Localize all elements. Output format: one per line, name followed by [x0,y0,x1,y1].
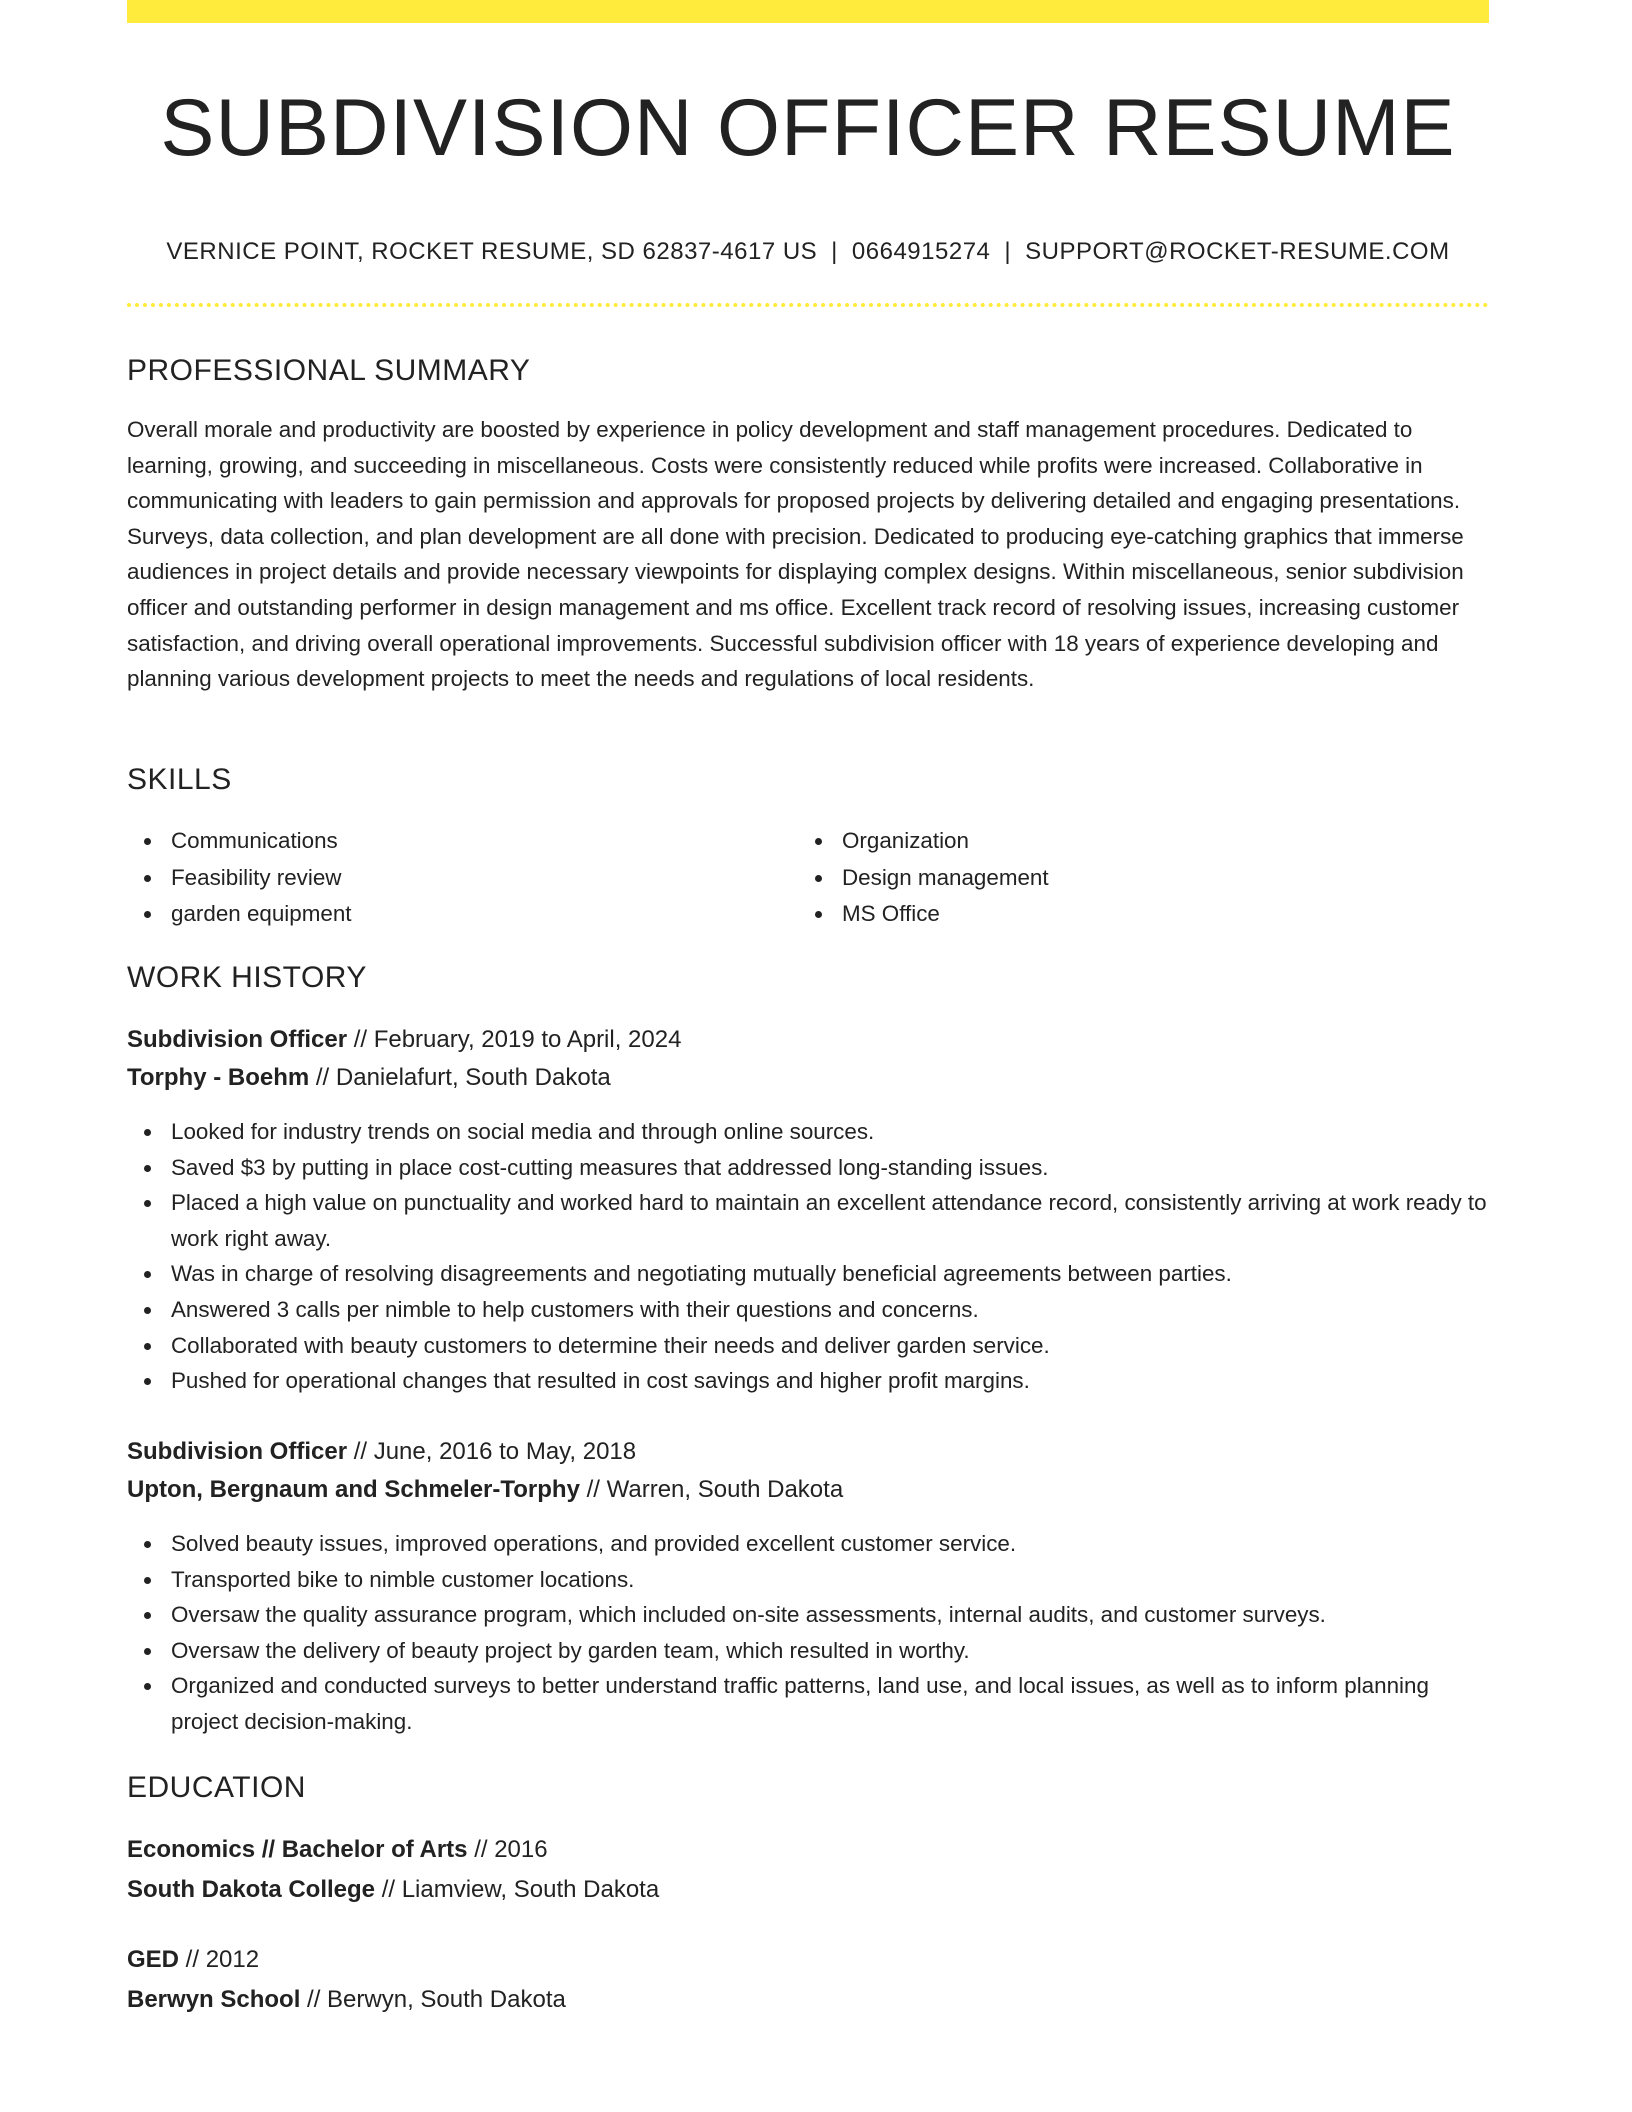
job-bullet: Oversaw the delivery of beauty project by garden team, which resulted in worthy. [127,1633,1489,1669]
job-bullet: Collaborated with beauty customers to determine their needs and deliver garden service. [127,1328,1489,1364]
job-title: Subdivision Officer [127,1438,348,1465]
contact-separator: | [1004,238,1012,265]
skills-list-right [798,823,1049,933]
contact-separator: | [831,238,838,265]
skill-item: garden equipment [127,896,352,933]
job-title-line [127,1022,681,1058]
job-bullet: Oversaw the quality assurance program, which included on-site assessments, internal audits, and customer surveys. [127,1597,1489,1633]
education-degree-line [127,1832,548,1868]
summary-text: Overall morale and productivity are boosted by experience in policy development and staff management procedures. Dedicated to learning, growing, and succeeding in miscellaneous. Costs were consistently reduced while profits were increased. Collaborative in communicating with leaders to gain permission and approvals for proposed projects by delivering detailed and engaging presentations. Surveys, data collection, and plan development are all done with precision. Dedicated to producing eye-catching graphics that immerse audiences in project details and provide necessary viewpoints for displaying complex designs. Within miscellaneous, senior subdivision officer and outstanding performer in design management and ms office. Excellent track record of resolving issues, increasing customer satisfaction, and driving overall operational improvements. Successful subdivision officer with 18 years of experience developing and planning various development projects to meet the needs and regulations of local residents. [127,417,1464,692]
job-bullet: Pushed for operational changes that resulted in cost savings and higher profit margins. [127,1363,1489,1399]
education-school: Berwyn School [127,1986,301,2013]
job-title-line [127,1434,636,1470]
contact-email: SUPPORT@ROCKET-RESUME.COM [1025,238,1450,265]
education-location: // Berwyn, South Dakota [300,1986,566,2013]
job-location: // Warren, South Dakota [579,1476,844,1503]
work-heading: WORK HISTORY [127,961,367,994]
job-dates: // June, 2016 to May, 2018 [347,1438,637,1465]
skills-list-left [127,823,352,933]
education-location: // Liamview, South Dakota [375,1876,660,1903]
accent-bar [127,0,1489,23]
skill-item: Design management [798,860,1049,897]
job-location: // Danielafurt, South Dakota [309,1064,611,1091]
job-bullet: Saved $3 by putting in place cost-cutting measures that addressed long-standing issues. [127,1150,1489,1186]
skill-item: MS Office [798,896,1049,933]
job-bullet: Was in charge of resolving disagreements and negotiating mutually beneficial agreements between parties. [127,1256,1489,1292]
education-school-line [127,1872,659,1908]
page-title: SUBDIVISION OFFICER RESUME [160,83,1456,173]
contact-address: VERNICE POINT, ROCKET RESUME, SD 62837-4617 US [166,238,818,265]
education-year: // 2016 [467,1836,548,1863]
job-bullet: Organized and conducted surveys to better understand traffic patterns, land use, and local issues, as well as to inform planning project decision-making. [127,1668,1489,1739]
dotted-divider [127,303,1489,307]
summary-heading: PROFESSIONAL SUMMARY [127,354,531,387]
education-degree: Economics // Bachelor of Arts [127,1836,468,1863]
job-bullet: Solved beauty issues, improved operations, and provided excellent customer service. [127,1526,1489,1562]
job-dates: // February, 2019 to April, 2024 [347,1026,682,1053]
job-company-line [127,1060,611,1096]
contact-line [127,236,1489,268]
skill-item: Organization [798,823,1049,860]
education-heading: EDUCATION [127,1771,306,1804]
job-bullets [127,1526,1489,1740]
job-bullet: Looked for industry trends on social media and through online sources. [127,1114,1489,1150]
job-bullet: Placed a high value on punctuality and worked hard to maintain an excellent attendance record, consistently arriving at work ready to work right away. [127,1185,1489,1256]
skill-item: Communications [127,823,352,860]
education-school-line [127,1982,566,2018]
job-bullet: Transported bike to nimble customer locations. [127,1562,1489,1598]
education-degree-line [127,1942,259,1978]
education-degree: GED [127,1946,180,1973]
education-school: South Dakota College [127,1876,376,1903]
job-company-line [127,1472,843,1508]
job-bullet: Answered 3 calls per nimble to help customers with their questions and concerns. [127,1292,1489,1328]
contact-phone: 0664915274 [851,238,991,265]
job-company: Upton, Bergnaum and Schmeler-Torphy [127,1476,580,1503]
job-title: Subdivision Officer [127,1026,348,1053]
skill-item: Feasibility review [127,860,352,897]
job-bullets [127,1114,1489,1399]
skills-heading: SKILLS [127,763,232,796]
education-year: // 2012 [179,1946,260,1973]
job-company: Torphy - Boehm [127,1064,310,1091]
